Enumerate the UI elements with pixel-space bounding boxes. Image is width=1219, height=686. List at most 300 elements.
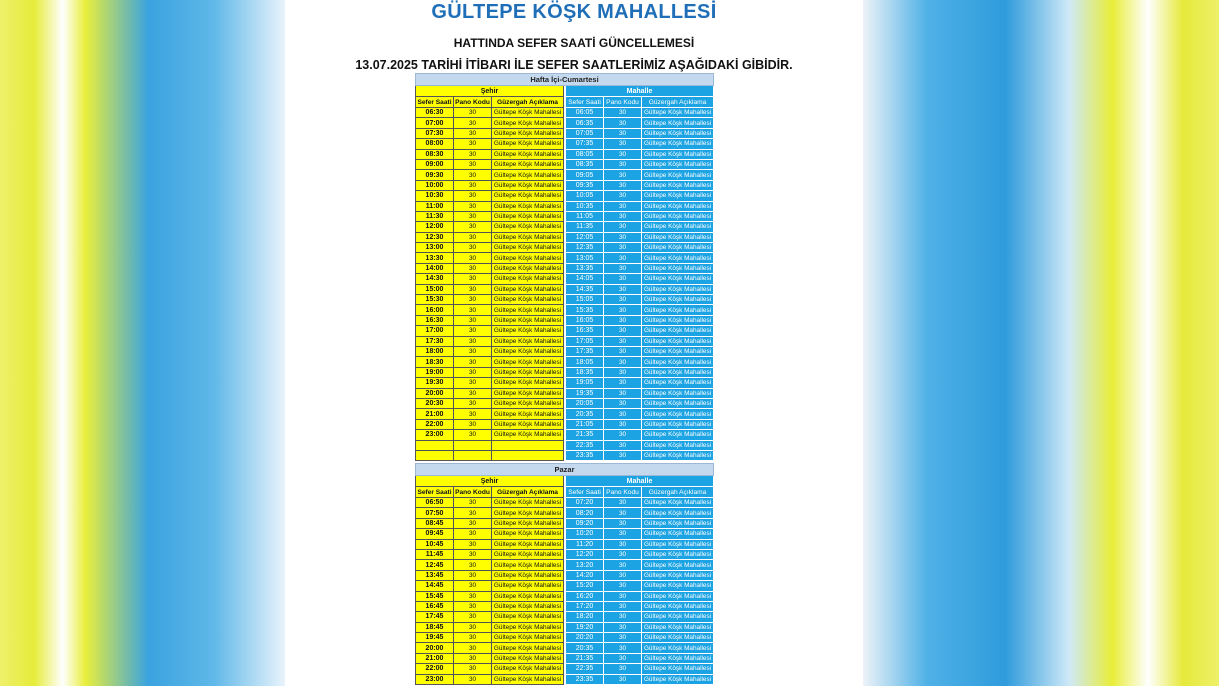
hood-route-code: 30 <box>604 222 642 232</box>
group-header-hood: Mahalle <box>566 476 714 487</box>
city-route-name: Gültepe Köşk Mahallesi <box>492 398 564 408</box>
city-route-code: 30 <box>454 539 492 549</box>
hood-route-name: Gültepe Köşk Mahallesi <box>642 263 714 273</box>
effective-date-notice: 13.07.2025 TARİHİ İTİBARI İLE SEFER SAATLERİMİZ AŞAĞIDAKİ GİBİDİR. <box>355 58 793 72</box>
city-departure-time: 08:00 <box>416 139 454 149</box>
city-route-code: 30 <box>454 159 492 169</box>
city-route-name: Gültepe Köşk Mahallesi <box>492 243 564 253</box>
city-route-code: 30 <box>454 243 492 253</box>
hood-route-code: 30 <box>604 336 642 346</box>
city-route-name: Gültepe Köşk Mahallesi <box>492 263 564 273</box>
city-route-code: 30 <box>454 108 492 118</box>
city-route-code: 30 <box>454 643 492 653</box>
city-route-code: 30 <box>454 508 492 518</box>
city-departure-time: 07:00 <box>416 118 454 128</box>
column-header-route: Güzergah Açıklama <box>492 97 564 108</box>
column-header-code: Pano Kodu <box>604 487 642 498</box>
city-route-name: Gültepe Köşk Mahallesi <box>492 539 564 549</box>
hood-departure-time: 14:35 <box>566 284 604 294</box>
table-row <box>416 284 714 294</box>
hood-route-code: 30 <box>604 108 642 118</box>
table-row <box>416 440 714 450</box>
background-left-decoration <box>0 0 285 686</box>
column-header-code: Pano Kodu <box>604 97 642 108</box>
city-departure-time: 14:30 <box>416 274 454 284</box>
hood-route-code: 30 <box>604 549 642 559</box>
hood-route-name: Gültepe Köşk Mahallesi <box>642 560 714 570</box>
city-departure-time: 16:45 <box>416 601 454 611</box>
hood-departure-time: 08:35 <box>566 159 604 169</box>
city-route-code: 30 <box>454 357 492 367</box>
hood-route-code: 30 <box>604 159 642 169</box>
hood-route-code: 30 <box>604 430 642 440</box>
table-row <box>416 560 714 570</box>
table-row <box>416 128 714 138</box>
city-route-name: Gültepe Köşk Mahallesi <box>492 601 564 611</box>
city-route-code: 30 <box>454 274 492 284</box>
hood-departure-time: 09:05 <box>566 170 604 180</box>
hood-route-name: Gültepe Köşk Mahallesi <box>642 295 714 305</box>
hood-route-code: 30 <box>604 253 642 263</box>
city-departure-time: 14:00 <box>416 263 454 273</box>
hood-route-code: 30 <box>604 263 642 273</box>
city-departure-time: 10:00 <box>416 180 454 190</box>
hood-departure-time: 08:20 <box>566 508 604 518</box>
hood-departure-time: 07:05 <box>566 128 604 138</box>
city-route-name: Gültepe Köşk Mahallesi <box>492 612 564 622</box>
hood-route-code: 30 <box>604 674 642 684</box>
hood-route-code: 30 <box>604 149 642 159</box>
table-row <box>416 357 714 367</box>
city-route-code: 30 <box>454 622 492 632</box>
city-route-name: Gültepe Köşk Mahallesi <box>492 518 564 528</box>
column-header-time: Sefer Saati <box>417 98 452 106</box>
hood-departure-time: 16:20 <box>566 591 604 601</box>
hood-route-name: Gültepe Köşk Mahallesi <box>642 274 714 284</box>
table-row <box>416 232 714 242</box>
hood-route-code: 30 <box>604 305 642 315</box>
column-header-code: Pano Kodu <box>455 98 490 106</box>
table-row <box>416 243 714 253</box>
city-route-name: Gültepe Köşk Mahallesi <box>492 211 564 221</box>
city-departure-time: 09:45 <box>416 529 454 539</box>
table-row <box>416 295 714 305</box>
table-row <box>416 398 714 408</box>
table-row <box>416 191 714 201</box>
table-row <box>416 653 714 663</box>
hood-route-name: Gültepe Köşk Mahallesi <box>642 612 714 622</box>
table-row <box>416 388 714 398</box>
city-route-name: Gültepe Köşk Mahallesi <box>492 118 564 128</box>
hood-departure-time: 10:05 <box>566 191 604 201</box>
table-row <box>416 664 714 674</box>
table-row <box>416 591 714 601</box>
city-departure-time: 20:30 <box>416 398 454 408</box>
hood-departure-time: 18:35 <box>566 367 604 377</box>
hood-route-code: 30 <box>604 326 642 336</box>
hood-departure-time: 22:35 <box>566 664 604 674</box>
hood-route-code: 30 <box>604 378 642 388</box>
city-route-name: Gültepe Köşk Mahallesi <box>492 409 564 419</box>
table-row <box>416 274 714 284</box>
city-route-code: 30 <box>454 529 492 539</box>
hood-departure-time: 14:20 <box>566 570 604 580</box>
hood-departure-time: 11:05 <box>566 211 604 221</box>
city-route-name: Gültepe Köşk Mahallesi <box>492 326 564 336</box>
hood-route-code: 30 <box>604 409 642 419</box>
weekday-schedule-table <box>415 73 714 461</box>
hood-departure-time: 15:05 <box>566 295 604 305</box>
hood-departure-time: 18:20 <box>566 612 604 622</box>
city-route-name: Gültepe Köşk Mahallesi <box>492 222 564 232</box>
hood-route-code: 30 <box>604 612 642 622</box>
city-departure-time: 06:30 <box>416 108 454 118</box>
city-route-name: Gültepe Köşk Mahallesi <box>492 315 564 325</box>
city-route-name: Gültepe Köşk Mahallesi <box>492 346 564 356</box>
city-departure-time: 11:30 <box>416 211 454 221</box>
city-route-code: 30 <box>454 367 492 377</box>
table-row <box>416 529 714 539</box>
city-departure-time: 17:00 <box>416 326 454 336</box>
table-row <box>416 409 714 419</box>
table-row <box>416 570 714 580</box>
city-departure-time: 18:30 <box>416 357 454 367</box>
hood-route-code: 30 <box>604 398 642 408</box>
hood-route-code: 30 <box>604 622 642 632</box>
city-departure-time: 22:00 <box>416 664 454 674</box>
city-route-code <box>454 440 492 450</box>
city-route-name: Gültepe Köşk Mahallesi <box>492 284 564 294</box>
hood-departure-time: 20:20 <box>566 633 604 643</box>
hood-route-name: Gültepe Köşk Mahallesi <box>642 336 714 346</box>
city-route-name <box>492 440 564 450</box>
city-route-name: Gültepe Köşk Mahallesi <box>492 653 564 663</box>
hood-route-name: Gültepe Köşk Mahallesi <box>642 570 714 580</box>
city-route-code: 30 <box>454 388 492 398</box>
page-title: GÜLTEPE KÖŞK MAHALLESİ <box>431 1 717 23</box>
hood-route-name: Gültepe Köşk Mahallesi <box>642 653 714 663</box>
city-route-code: 30 <box>454 222 492 232</box>
city-route-name: Gültepe Köşk Mahallesi <box>492 305 564 315</box>
city-route-code: 30 <box>454 284 492 294</box>
table-row <box>416 118 714 128</box>
hood-route-code: 30 <box>604 450 642 460</box>
city-route-code: 30 <box>454 305 492 315</box>
city-route-code: 30 <box>454 570 492 580</box>
hood-route-name: Gültepe Köşk Mahallesi <box>642 170 714 180</box>
hood-route-code: 30 <box>604 643 642 653</box>
city-departure-time: 22:00 <box>416 419 454 429</box>
table-row <box>416 367 714 377</box>
hood-route-name: Gültepe Köşk Mahallesi <box>642 346 714 356</box>
hood-route-code: 30 <box>604 315 642 325</box>
hood-route-name: Gültepe Köşk Mahallesi <box>642 367 714 377</box>
table-row <box>416 430 714 440</box>
hood-route-name: Gültepe Köşk Mahallesi <box>642 539 714 549</box>
city-route-code: 30 <box>454 601 492 611</box>
hood-route-code: 30 <box>604 518 642 528</box>
hood-route-code: 30 <box>604 118 642 128</box>
hood-departure-time: 11:20 <box>566 539 604 549</box>
city-route-name: Gültepe Köşk Mahallesi <box>492 367 564 377</box>
city-route-name: Gültepe Köşk Mahallesi <box>492 191 564 201</box>
hood-route-name: Gültepe Köşk Mahallesi <box>642 305 714 315</box>
city-route-code: 30 <box>454 139 492 149</box>
hood-route-code: 30 <box>604 539 642 549</box>
city-route-code: 30 <box>454 419 492 429</box>
hood-departure-time: 22:35 <box>566 440 604 450</box>
city-departure-time: 13:30 <box>416 253 454 263</box>
hood-route-name: Gültepe Köşk Mahallesi <box>642 211 714 221</box>
city-departure-time: 20:00 <box>416 643 454 653</box>
city-route-name: Gültepe Köşk Mahallesi <box>492 108 564 118</box>
hood-route-name: Gültepe Köşk Mahallesi <box>642 409 714 419</box>
hood-route-name: Gültepe Köşk Mahallesi <box>642 191 714 201</box>
table-row <box>416 508 714 518</box>
hood-departure-time: 09:35 <box>566 180 604 190</box>
group-header-city: Şehir <box>416 86 564 97</box>
city-route-name: Gültepe Köşk Mahallesi <box>492 622 564 632</box>
city-route-code: 30 <box>454 409 492 419</box>
table-row <box>416 253 714 263</box>
hood-departure-time: 19:20 <box>566 622 604 632</box>
hood-route-name: Gültepe Köşk Mahallesi <box>642 357 714 367</box>
table-row <box>416 378 714 388</box>
city-route-code: 30 <box>454 180 492 190</box>
city-route-code: 30 <box>454 518 492 528</box>
city-route-code: 30 <box>454 633 492 643</box>
background-right-decoration <box>863 0 1219 686</box>
city-departure-time: 19:00 <box>416 367 454 377</box>
hood-departure-time: 18:05 <box>566 357 604 367</box>
hood-route-code: 30 <box>604 508 642 518</box>
hood-route-name: Gültepe Köşk Mahallesi <box>642 440 714 450</box>
hood-route-code: 30 <box>604 274 642 284</box>
hood-departure-time: 21:35 <box>566 430 604 440</box>
hood-route-code: 30 <box>604 211 642 221</box>
city-departure-time: 06:50 <box>416 498 454 508</box>
city-departure-time: 16:00 <box>416 305 454 315</box>
city-route-code: 30 <box>454 430 492 440</box>
hood-departure-time: 10:20 <box>566 529 604 539</box>
hood-departure-time: 20:35 <box>566 409 604 419</box>
city-departure-time: 12:30 <box>416 232 454 242</box>
city-route-name: Gültepe Köşk Mahallesi <box>492 232 564 242</box>
city-departure-time: 09:30 <box>416 170 454 180</box>
city-departure-time: 09:00 <box>416 159 454 169</box>
table-row <box>416 581 714 591</box>
hood-route-name: Gültepe Köşk Mahallesi <box>642 498 714 508</box>
city-route-name: Gültepe Köşk Mahallesi <box>492 378 564 388</box>
section-title: Hafta İçi-Cumartesi <box>416 74 714 86</box>
hood-departure-time: 17:05 <box>566 336 604 346</box>
hood-route-code: 30 <box>604 633 642 643</box>
table-row <box>416 674 714 684</box>
city-departure-time <box>416 440 454 450</box>
hood-route-code: 30 <box>604 529 642 539</box>
hood-route-name: Gültepe Köşk Mahallesi <box>642 450 714 460</box>
city-route-name: Gültepe Köşk Mahallesi <box>492 357 564 367</box>
hood-route-name: Gültepe Köşk Mahallesi <box>642 315 714 325</box>
hood-route-name: Gültepe Köşk Mahallesi <box>642 232 714 242</box>
hood-route-code: 30 <box>604 180 642 190</box>
city-route-name: Gültepe Köşk Mahallesi <box>492 560 564 570</box>
city-route-code: 30 <box>454 170 492 180</box>
column-header-time: Sefer Saati <box>566 97 604 108</box>
table-row <box>416 170 714 180</box>
hood-route-name: Gültepe Köşk Mahallesi <box>642 284 714 294</box>
city-route-code: 30 <box>454 549 492 559</box>
hood-route-code: 30 <box>604 346 642 356</box>
group-header-hood: Mahalle <box>566 86 714 97</box>
sunday-schedule-table <box>415 463 714 685</box>
city-departure-time: 12:45 <box>416 560 454 570</box>
city-route-name: Gültepe Köşk Mahallesi <box>492 664 564 674</box>
hood-route-name: Gültepe Köşk Mahallesi <box>642 118 714 128</box>
city-departure-time: 18:00 <box>416 346 454 356</box>
hood-route-code: 30 <box>604 170 642 180</box>
hood-route-name: Gültepe Köşk Mahallesi <box>642 601 714 611</box>
city-route-name: Gültepe Köşk Mahallesi <box>492 170 564 180</box>
hood-departure-time: 11:35 <box>566 222 604 232</box>
hood-departure-time: 23:35 <box>566 674 604 684</box>
hood-route-name: Gültepe Köşk Mahallesi <box>642 243 714 253</box>
table-row <box>416 315 714 325</box>
hood-route-name: Gültepe Köşk Mahallesi <box>642 633 714 643</box>
column-header-route: Güzergah Açıklama <box>492 487 564 498</box>
table-row <box>416 180 714 190</box>
city-route-name: Gültepe Köşk Mahallesi <box>492 549 564 559</box>
hood-route-code: 30 <box>604 191 642 201</box>
hood-route-name: Gültepe Köşk Mahallesi <box>642 419 714 429</box>
table-row <box>416 450 714 460</box>
city-route-name: Gültepe Köşk Mahallesi <box>492 508 564 518</box>
city-route-code: 30 <box>454 336 492 346</box>
city-departure-time: 10:45 <box>416 539 454 549</box>
city-route-name: Gültepe Köşk Mahallesi <box>492 529 564 539</box>
hood-route-name: Gültepe Köşk Mahallesi <box>642 398 714 408</box>
hood-route-name: Gültepe Köşk Mahallesi <box>642 149 714 159</box>
city-departure-time: 21:00 <box>416 409 454 419</box>
city-route-code: 30 <box>454 346 492 356</box>
schedule-document <box>285 0 863 686</box>
city-departure-time: 15:30 <box>416 295 454 305</box>
hood-route-name: Gültepe Köşk Mahallesi <box>642 518 714 528</box>
city-departure-time: 13:00 <box>416 243 454 253</box>
column-header-route: Güzergah Açıklama <box>642 97 714 108</box>
hood-route-code: 30 <box>604 284 642 294</box>
city-route-name: Gültepe Köşk Mahallesi <box>492 201 564 211</box>
city-route-code: 30 <box>454 560 492 570</box>
hood-route-name: Gültepe Köşk Mahallesi <box>642 180 714 190</box>
hood-departure-time: 12:20 <box>566 549 604 559</box>
hood-departure-time: 21:35 <box>566 653 604 663</box>
table-row <box>416 326 714 336</box>
hood-route-code: 30 <box>604 653 642 663</box>
hood-departure-time: 13:20 <box>566 560 604 570</box>
hood-route-name: Gültepe Köşk Mahallesi <box>642 201 714 211</box>
hood-route-name: Gültepe Köşk Mahallesi <box>642 591 714 601</box>
table-row <box>416 149 714 159</box>
hood-route-code: 30 <box>604 419 642 429</box>
hood-departure-time: 08:05 <box>566 149 604 159</box>
hood-departure-time: 17:20 <box>566 601 604 611</box>
hood-route-name: Gültepe Köşk Mahallesi <box>642 430 714 440</box>
city-route-name: Gültepe Köşk Mahallesi <box>492 419 564 429</box>
city-route-name: Gültepe Köşk Mahallesi <box>492 336 564 346</box>
hood-route-name: Gültepe Köşk Mahallesi <box>642 549 714 559</box>
table-row <box>416 336 714 346</box>
column-header-time: Sefer Saati <box>566 487 604 498</box>
city-route-code: 30 <box>454 378 492 388</box>
city-route-name: Gültepe Köşk Mahallesi <box>492 159 564 169</box>
hood-route-code: 30 <box>604 560 642 570</box>
city-route-name: Gültepe Köşk Mahallesi <box>492 274 564 284</box>
hood-route-code: 30 <box>604 581 642 591</box>
hood-departure-time: 20:35 <box>566 643 604 653</box>
city-departure-time: 23:00 <box>416 430 454 440</box>
table-row <box>416 222 714 232</box>
hood-departure-time: 21:05 <box>566 419 604 429</box>
city-departure-time: 23:00 <box>416 674 454 684</box>
city-departure-time: 15:45 <box>416 591 454 601</box>
city-route-code: 30 <box>454 191 492 201</box>
table-row <box>416 601 714 611</box>
hood-route-name: Gültepe Köşk Mahallesi <box>642 529 714 539</box>
hood-departure-time: 07:35 <box>566 139 604 149</box>
city-route-code: 30 <box>454 581 492 591</box>
hood-departure-time: 15:20 <box>566 581 604 591</box>
table-row <box>416 498 714 508</box>
city-route-code: 30 <box>454 398 492 408</box>
city-route-name: Gültepe Köşk Mahallesi <box>492 139 564 149</box>
hood-route-name: Gültepe Köşk Mahallesi <box>642 664 714 674</box>
city-route-name <box>492 450 564 460</box>
hood-route-code: 30 <box>604 498 642 508</box>
hood-route-code: 30 <box>604 139 642 149</box>
hood-route-name: Gültepe Köşk Mahallesi <box>642 128 714 138</box>
hood-route-code: 30 <box>604 440 642 450</box>
hood-route-name: Gültepe Köşk Mahallesi <box>642 581 714 591</box>
hood-route-name: Gültepe Köşk Mahallesi <box>642 643 714 653</box>
city-route-name: Gültepe Köşk Mahallesi <box>492 388 564 398</box>
city-departure-time: 14:45 <box>416 581 454 591</box>
table-row <box>416 139 714 149</box>
hood-departure-time: 12:35 <box>566 243 604 253</box>
hood-route-name: Gültepe Köşk Mahallesi <box>642 326 714 336</box>
city-departure-time: 12:00 <box>416 222 454 232</box>
city-route-code: 30 <box>454 653 492 663</box>
hood-departure-time: 06:05 <box>566 108 604 118</box>
hood-route-name: Gültepe Köşk Mahallesi <box>642 674 714 684</box>
city-route-name: Gültepe Köşk Mahallesi <box>492 570 564 580</box>
hood-departure-time: 15:35 <box>566 305 604 315</box>
column-header-code: Pano Kodu <box>455 488 490 496</box>
table-row <box>416 346 714 356</box>
table-row <box>416 159 714 169</box>
city-departure-time: 15:00 <box>416 284 454 294</box>
city-departure-time: 19:30 <box>416 378 454 388</box>
hood-route-code: 30 <box>604 201 642 211</box>
city-route-name: Gültepe Köşk Mahallesi <box>492 180 564 190</box>
city-departure-time: 21:00 <box>416 653 454 663</box>
hood-departure-time: 10:35 <box>566 201 604 211</box>
table-row <box>416 549 714 559</box>
hood-route-name: Gültepe Köşk Mahallesi <box>642 378 714 388</box>
table-row <box>416 539 714 549</box>
hood-route-name: Gültepe Köşk Mahallesi <box>642 508 714 518</box>
hood-route-code: 30 <box>604 388 642 398</box>
